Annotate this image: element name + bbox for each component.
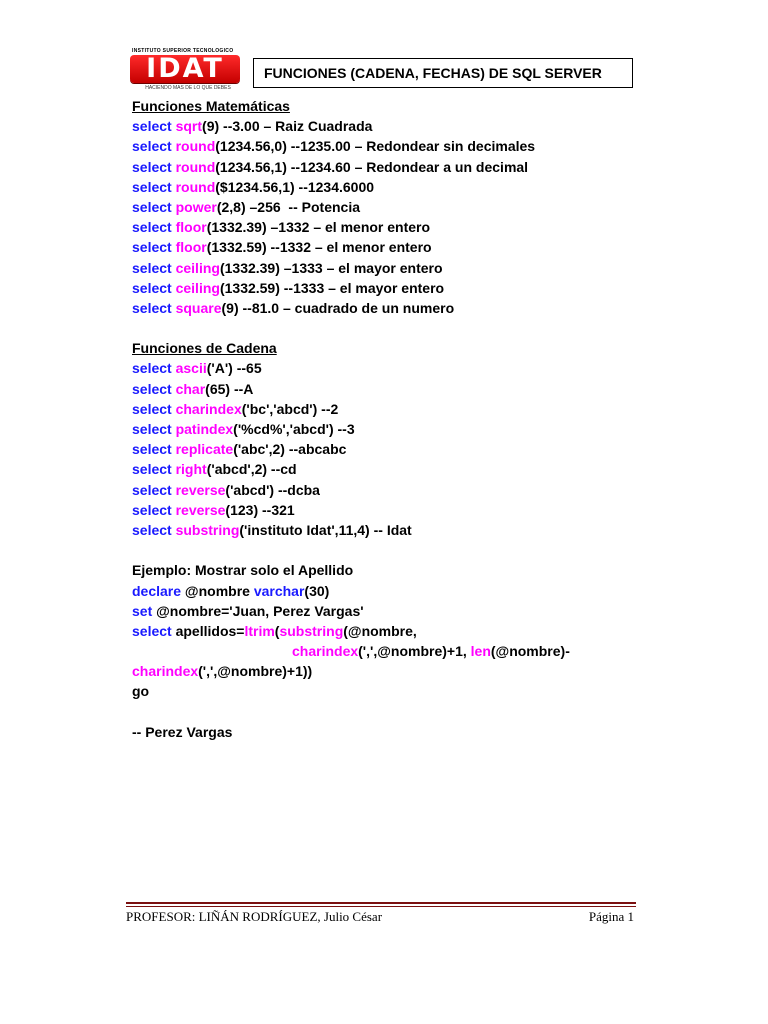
string-code-block (132, 358, 732, 540)
section-heading-math: Funciones Matemáticas (132, 98, 290, 114)
code-line-go: go (132, 683, 150, 700)
footer-page-number: Página 1 (588, 909, 634, 924)
code-line: select ascii('A') --65 (132, 360, 262, 377)
code-line-charindex-2: charindex(',',@nombre)+1)) (132, 663, 313, 680)
math-code-block (132, 116, 732, 318)
code-line: select ceiling(1332.59) --1333 – el mayor entero (132, 279, 445, 296)
code-line: select replicate('abc',2) --abcabc (132, 441, 347, 458)
document-body (132, 96, 732, 742)
code-line: select charindex('bc','abcd') --2 (132, 400, 339, 417)
code-line-declare: declare @nombre varchar(30) (132, 582, 330, 599)
code-line-charindex: charindex(',',@nombre)+1, len(@nombre)- (292, 643, 570, 660)
code-line: select char(65) --A (132, 380, 254, 397)
code-line: select reverse(123) --321 (132, 501, 295, 518)
code-line: select floor(1332.59) --1332 – el menor entero (132, 239, 432, 256)
footer-rule-thin (126, 906, 636, 907)
code-line: select round(1234.56,0) --1235.00 – Redondear sin decimales (132, 138, 536, 155)
code-line: select round(1234.56,1) --1234.60 – Redondear a un decimal (132, 158, 529, 175)
code-line-set: set @nombre='Juan, Perez Vargas' (132, 602, 364, 619)
code-line: select reverse('abcd') --dcba (132, 481, 320, 498)
logo-sub-text: HACIENDO MÁS DE LO QUE DEBES (145, 85, 231, 91)
code-line: select round($1234.56,1) --1234.6000 (132, 178, 375, 195)
logo-mark: IDAT (130, 55, 240, 83)
code-line: select patindex('%cd%','abcd') --3 (132, 421, 355, 437)
section-heading-string: Funciones de Cadena (132, 340, 277, 357)
code-line-select: select apellidos=ltrim(substring(@nombre, (132, 622, 417, 639)
code-line: select sqrt(9) --3.00 – Raiz Cuadrada (132, 118, 373, 135)
document-title: FUNCIONES (CADENA, FECHAS) DE SQL SERVER (253, 58, 633, 88)
code-line: select ceiling(1332.39) –1333 – el mayor entero (132, 259, 443, 276)
footer-rule (126, 902, 636, 904)
code-line: select floor(1332.39) –1332 – el menor entero (132, 219, 431, 236)
idat-logo (130, 46, 242, 94)
footer-author: PROFESOR: LIÑÁN RODRÍGUEZ, Julio César (126, 909, 383, 924)
logo-top-text: INSTITUTO SUPERIOR TECNOLÓGICO (132, 48, 234, 54)
example-title: Ejemplo: Mostrar solo el Apellido (132, 562, 354, 579)
code-line: select power(2,8) –256 -- Potencia (132, 198, 360, 215)
code-line-result: -- Perez Vargas (132, 723, 233, 740)
code-line: select substring('instituto Idat',11,4) -- Idat (132, 521, 412, 538)
code-line: select right('abcd',2) --cd (132, 461, 297, 478)
code-line: select square(9) --81.0 – cuadrado de un numero (132, 299, 455, 316)
